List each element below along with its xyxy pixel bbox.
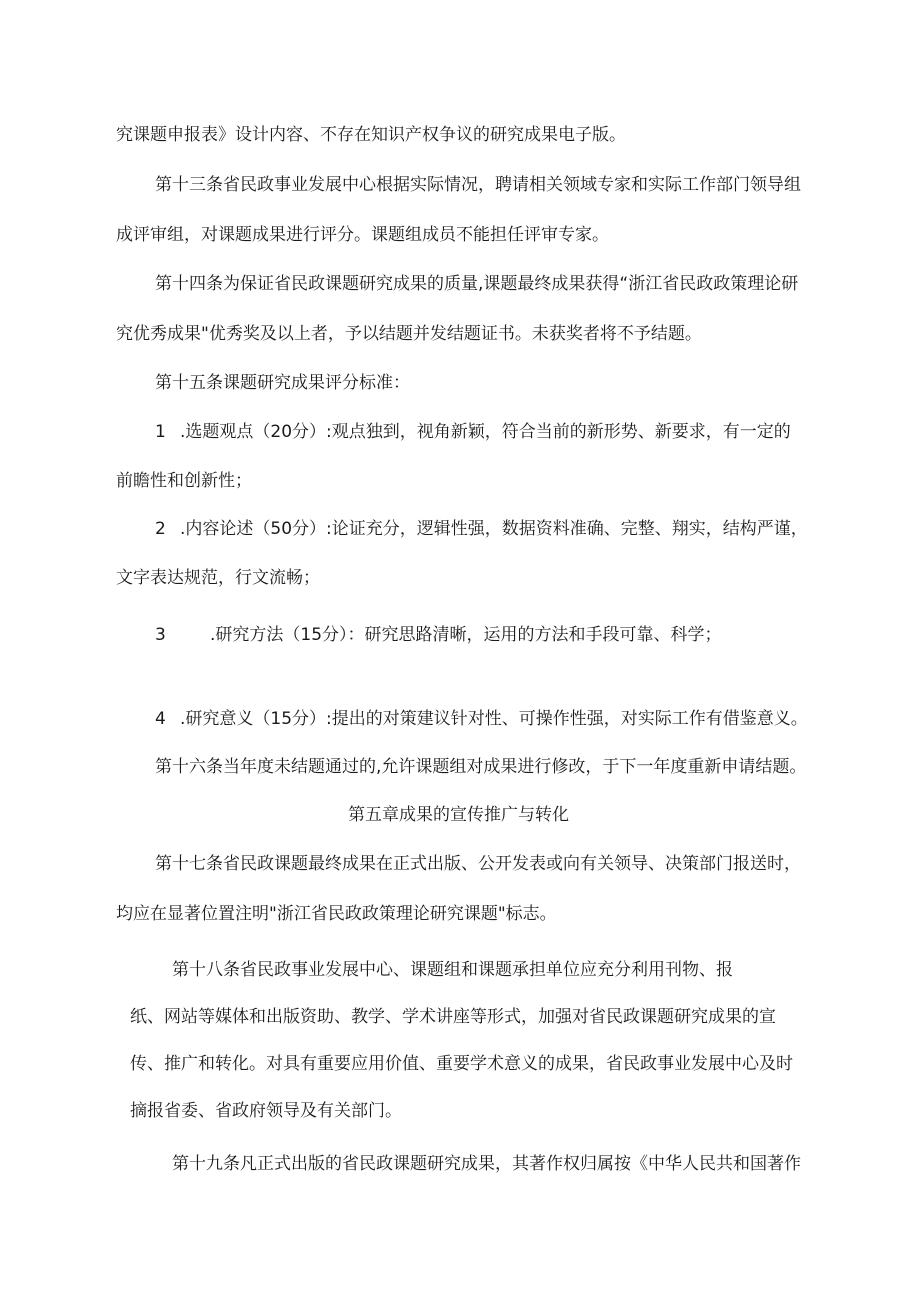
article-18-line-3: 传、推广和转化。对具有重要应用价值、重要学术意义的成果，省民政事业发展中心及时 — [130, 1054, 793, 1074]
criteria-item-2 — [155, 518, 808, 540]
criteria-item-2-cont: 文字表达规范，行文流畅； — [116, 568, 320, 588]
criteria-item-3 — [155, 624, 722, 646]
article-18-line-1: 第十八条省民政事业发展中心、课题组和课题承担单位应充分利用刊物、报 — [172, 960, 733, 980]
item-number: 3 — [155, 625, 166, 645]
article-15-heading: 第十五条课题研究成果评分标准： — [155, 373, 410, 393]
criteria-item-4 — [155, 708, 808, 730]
item-number: 4 — [155, 709, 166, 729]
item-text: .研究方法（15分）：研究思路清晰，运用的方法和手段可靠、科学； — [210, 625, 722, 645]
article-13-line-2: 成评审组，对课题成果进行评分。课题组成员不能担任评审专家。 — [116, 225, 609, 245]
chapter-heading: 第五章成果的宣传推广与转化 — [348, 805, 569, 825]
item-number: 2 — [155, 519, 166, 539]
criteria-item-1 — [155, 421, 791, 443]
item-text: .研究意义（15分）:提出的对策建议针对性、可操作性强，对实际工作有借鉴意义。 — [180, 709, 808, 729]
article-19-line-1: 第十九条凡正式出版的省民政课题研究成果，其著作权归属按《中华人民共和国著作 — [172, 1154, 801, 1174]
item-text: .内容论述（50分）:论证充分，逻辑性强，数据资料准确、完整、翔实，结构严谨， — [180, 519, 808, 539]
article-18-line-2: 纸、网站等媒体和出版资助、教学、学术讲座等形式，加强对省民政课题研究成果的宣 — [130, 1007, 776, 1027]
item-number: 1 — [155, 422, 166, 442]
item-text: .选题观点（20分）:观点独到，视角新颖，符合当前的新形势、新要求，有一定的 — [180, 422, 791, 442]
paragraph-line: 究课题申报表》设计内容、不存在知识产权争议的研究成果电子版。 — [116, 125, 626, 145]
article-14-line-1: 第十四条为保证省民政课题研究成果的质量,课题最终成果获得“浙江省民政政策理论研 — [155, 274, 799, 294]
article-16-line: 第十六条当年度未结题通过的,允许课题组对成果进行修改，于下一年度重新申请结题。 — [155, 757, 807, 777]
article-17-line-2: 均应在显著位置注明"浙江省民政政策理论研究课题"标志。 — [116, 904, 557, 924]
criteria-item-1-cont: 前瞻性和创新性； — [116, 471, 252, 491]
article-13-line-1: 第十三条省民政事业发展中心根据实际情况，聘请相关领域专家和实际工作部门领导组 — [155, 175, 801, 195]
article-17-line-1: 第十七条省民政课题最终成果在正式出版、公开发表或向有关领导、决策部门报送时， — [155, 854, 801, 874]
article-18-line-4: 摘报省委、省政府领导及有关部门。 — [130, 1101, 402, 1121]
article-14-line-2: 究优秀成果"优秀奖及以上者，予以结题并发结题证书。未获奖者将不予结题。 — [116, 324, 702, 344]
